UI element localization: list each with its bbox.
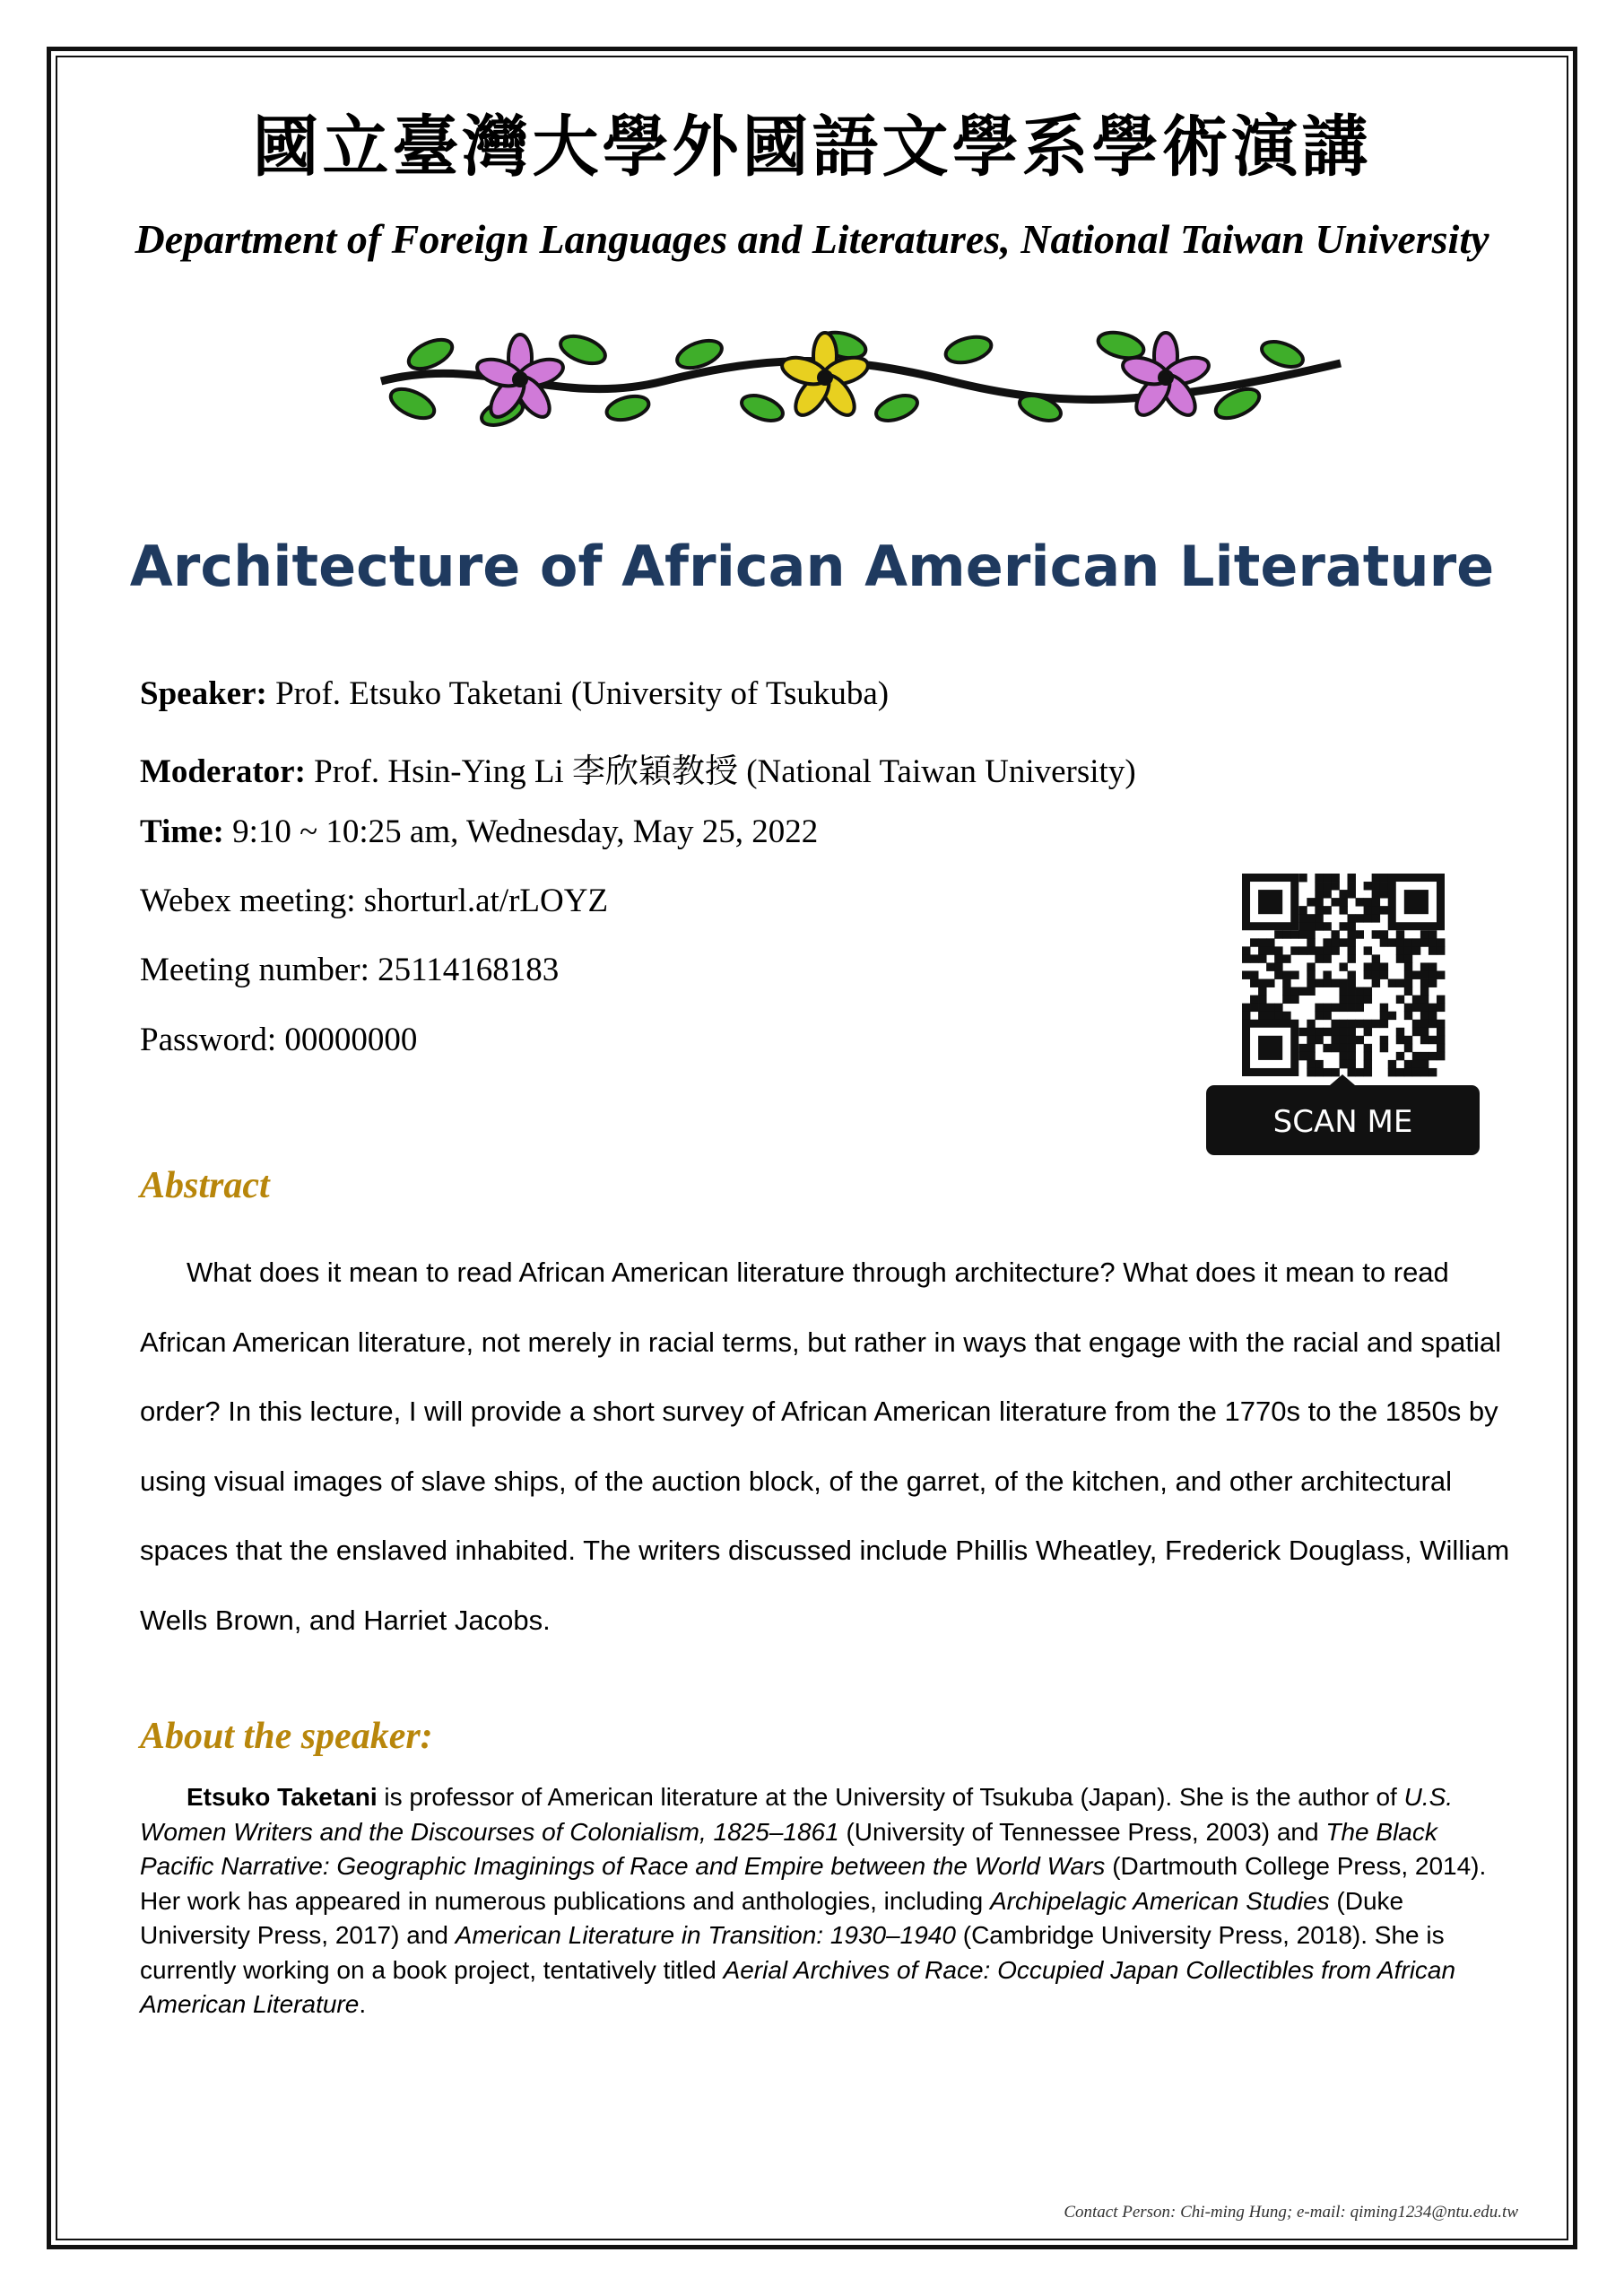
contact-info: Contact Person: Chi-ming Hung; e-mail: qiming1234@ntu.edu.tw (1064, 2203, 1518, 2222)
time-value: 9:10 ~ 10:25 am, Wednesday, May 25, 2022 (223, 813, 819, 850)
bio-text: . (359, 1990, 367, 2018)
qr-modules (1242, 874, 1445, 1076)
bio-text: (Duke University Press, 2017) and (140, 1886, 1404, 1949)
time-label: Time: (140, 813, 224, 850)
speaker-label: Speaker: (140, 675, 267, 712)
bio-book-title: U.S. Women Writers and the Discourses of Colonialism, 1825–1861 (140, 1783, 1454, 1846)
speaker-line (140, 674, 889, 713)
webex-link[interactable]: Webex meeting: shorturl.at/rLOYZ (140, 883, 609, 919)
bio-text: (Cambridge University Press, 2018). She is currently working on a book project, tentatively titled (140, 1921, 1445, 1984)
floral-vine-decoration (377, 318, 1345, 435)
bio-text: (Dartmouth College Press, 2014). Her work has appeared in numerous publications and anthologies, including (140, 1852, 1487, 1915)
meeting-password: Password: 00000000 (140, 1022, 418, 1058)
moderator-value: Prof. Hsin-Ying Li 李欣穎教授 (National Taiwan University) (305, 753, 1136, 790)
abstract-heading: Abstract (140, 1165, 270, 1206)
speaker-bio (140, 1780, 1512, 2022)
bio-book-title: American Literature in Transition: 1930–1940 (455, 1921, 956, 1949)
time-line (140, 813, 818, 851)
bio-book-title: Archipelagic American Studies (989, 1886, 1330, 1915)
department-name: Department of Foreign Languages and Literatures, National Taiwan University (135, 216, 1489, 262)
bio-text: (University of Tennessee Press, 2003) and (838, 1817, 1326, 1846)
qr-code[interactable] (1206, 872, 1480, 1168)
about-speaker-heading: About the speaker: (140, 1716, 433, 1757)
abstract-text: What does it mean to read African American literature through architecture? What does it mean to read African American literature, not merely in racial terms, but rather in ways that engage with the racial and spatial order? In this lecture, I will provide a short survey of African American literature from the 1770s to the 1850s by using visual images of slave ships, of the auction block, of the garret, of the kitchen, and other architectural spaces that the enslaved inhabited. The writers discussed include Phillis Wheatley, Frederick Douglass, William Wells Brown, and Harriet Jacobs. (140, 1257, 1510, 1636)
bio-text: is professor of American literature at the University of Tsukuba (Japan). She is the author of (377, 1783, 1404, 1811)
bio-book-title: Aerial Archives of Race: Occupied Japan Collectibles from African American Literature (140, 1955, 1456, 2018)
chinese-title: 國立臺灣大學外國語文學系學術演講 (252, 109, 1372, 186)
speaker-value: Prof. Etsuko Taketani (University of Tsukuba) (266, 675, 890, 712)
speaker-bio-name: Etsuko Taketani (187, 1783, 378, 1811)
moderator-line (140, 744, 1136, 792)
meeting-number: Meeting number: 25114168183 (140, 952, 560, 988)
moderator-label: Moderator: (140, 753, 306, 790)
lecture-title: Architecture of African American Literature (129, 534, 1495, 599)
bio-book-title: The Black Pacific Narrative: Geographic Imaginings of Race and Empire between the World Wars (140, 1817, 1437, 1880)
qr-caption: SCAN ME (1272, 1104, 1413, 1140)
